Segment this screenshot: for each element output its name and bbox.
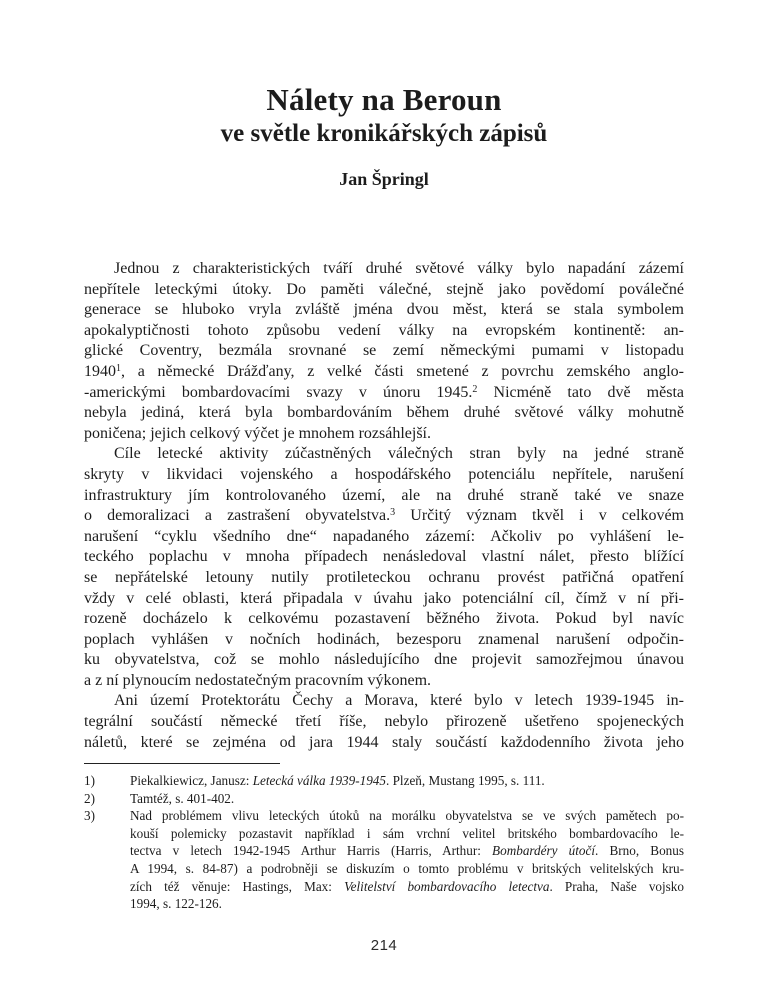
footnote-separator bbox=[84, 763, 280, 764]
text-run: -americkými bombardovacími svazy v únoru 1945. bbox=[84, 383, 473, 401]
text-line bbox=[84, 691, 684, 712]
text-run: nepřítele leteckými útoky. Do paměti válečné, stejně jako povědomí poválečné bbox=[84, 280, 684, 298]
text-line bbox=[84, 630, 684, 651]
text-line bbox=[130, 772, 684, 790]
text-line bbox=[84, 424, 684, 445]
text-line bbox=[84, 465, 684, 486]
text-line bbox=[130, 842, 684, 860]
page-number: 214 bbox=[370, 937, 398, 954]
text-run: . Brno, Bonus bbox=[595, 843, 684, 859]
footnote-text bbox=[130, 790, 684, 808]
text-run: . Plzeň, Mustang 1995, s. 111. bbox=[386, 773, 545, 788]
text-line bbox=[84, 506, 684, 527]
article-body bbox=[84, 259, 684, 753]
footnote-reference: 1 bbox=[116, 362, 121, 374]
text-run: skryty v likvidaci vojenského a hospodářského potenciálu nepřítele, narušení bbox=[84, 465, 684, 483]
text-line bbox=[84, 547, 684, 568]
text-run: poničena; jejich celkový výčet je mnohem rozsáhlejší. bbox=[84, 424, 431, 442]
text-line bbox=[130, 860, 684, 878]
article-subtitle: ve světle kronikářských zápisů bbox=[220, 120, 548, 147]
text-run: narušení “cyklu všedního dne“ napadaného zázemí: Ačkoliv po vyhlášení le- bbox=[84, 527, 684, 545]
text-run: Piekalkiewicz, Janusz: bbox=[130, 773, 253, 788]
text-line bbox=[84, 671, 684, 692]
footnote bbox=[84, 772, 684, 790]
article-title: Nálety na Beroun bbox=[266, 82, 502, 117]
text-line bbox=[84, 486, 684, 507]
text-run: 1994, s. 122-126. bbox=[130, 896, 222, 912]
footnote bbox=[84, 807, 684, 913]
footnote-text bbox=[130, 807, 684, 913]
footnote-number: 3) bbox=[84, 808, 95, 824]
text-run: Ani území Protektorátu Čechy a Morava, které bylo v letech 1939-1945 in- bbox=[114, 692, 684, 710]
author-name: Jan Špringl bbox=[339, 169, 429, 189]
text-line bbox=[84, 589, 684, 610]
text-line bbox=[84, 362, 684, 383]
text-line bbox=[84, 341, 684, 362]
text-run: . Praha, Naše vojsko bbox=[549, 878, 684, 894]
text-run: A 1994, s. 84-87) a podrobněji se diskuzím o tomto problému v britských velitelských kru- bbox=[130, 860, 684, 876]
text-line bbox=[84, 300, 684, 321]
text-line bbox=[84, 733, 684, 754]
text-run: generace se hluboko vryla zvláště jména dvou měst, která se stala symbolem bbox=[84, 301, 684, 319]
italic-text-run: Velitelství bombardovacího letectva bbox=[344, 878, 550, 894]
footnote-number: 2) bbox=[84, 790, 95, 806]
text-line bbox=[130, 895, 684, 913]
text-line bbox=[84, 712, 684, 733]
text-run: tectva v letech 1942-1945 Arthur Harris (Harris, Arthur: bbox=[130, 843, 493, 859]
text-line bbox=[130, 878, 684, 896]
text-run: infrastruktury jím kontrolovaného území, ale na druhé straně také ve snaze bbox=[84, 486, 684, 504]
text-run: glické Coventry, bezmála srovnané se zemí německými pumami v listopadu bbox=[84, 342, 684, 360]
text-run: se nepřátelské letouny nutily protileteckou ochranu provést patřičná opatření bbox=[84, 568, 684, 586]
text-line bbox=[130, 807, 684, 825]
text-line bbox=[130, 790, 684, 808]
text-run: Jednou z charakteristických tváří druhé světové války bylo napadání zázemí bbox=[114, 260, 684, 277]
text-run: vždy v celé oblasti, která připadala v úvahu jako potenciální cíl, čímž v ní při- bbox=[84, 589, 684, 607]
text-run: Nad problémem vlivu leteckých útoků na morálku obyvatelstva se ve svých pamětech po- bbox=[130, 808, 684, 824]
text-run: Určitý význam tkvěl i v celkovém bbox=[395, 507, 684, 525]
text-run: 1940 bbox=[84, 362, 116, 380]
text-line bbox=[84, 383, 684, 404]
text-line bbox=[84, 259, 684, 280]
text-run: Cíle letecké aktivity zúčastněných válečných stran byly na jedné straně bbox=[114, 445, 684, 463]
text-line bbox=[84, 321, 684, 342]
text-line bbox=[84, 609, 684, 630]
text-line bbox=[84, 650, 684, 671]
footnotes-section bbox=[84, 772, 684, 913]
footnote-number: 1) bbox=[84, 773, 95, 788]
footnote-reference: 3 bbox=[390, 507, 396, 519]
text-line bbox=[84, 568, 684, 589]
text-run: kouší polemicky pozastavit například i sám vrchní velitel britského bombardovacího le- bbox=[130, 825, 684, 841]
footnote-text bbox=[130, 772, 684, 790]
text-run: teckého poplachu v mnoha případech nenásledoval vlastní nálet, přesto blížící bbox=[84, 548, 684, 566]
text-run: tegrální součástí německé třetí říše, nebylo přirozeně ušetřeno spojeneckých bbox=[84, 713, 684, 731]
text-run: nebyla jediná, která byla bombardováním během druhé světové války mohutně bbox=[84, 404, 684, 422]
text-run: , a německé Drážďany, z velké části smetené z povrchu zemského anglo- bbox=[121, 362, 684, 380]
text-run: o demoralizaci a zastrašení obyvatelstva. bbox=[84, 507, 391, 525]
text-line bbox=[84, 527, 684, 548]
text-run: náletů, které se zejména od jara 1944 staly součástí každodenního života jeho bbox=[84, 733, 684, 751]
text-run: zích též věnuje: Hastings, Max: bbox=[130, 878, 345, 894]
text-line bbox=[84, 403, 684, 424]
text-run: ku obyvatelstva, což se mohlo následujícího dne projevit samozřejmou únavou bbox=[84, 651, 684, 669]
text-run: Tamtéž, s. 401-402. bbox=[130, 790, 235, 806]
text-run: a z ní plynoucím nedostatečným pracovním výkonem. bbox=[84, 671, 432, 689]
italic-text-run: Letecká válka 1939-1945 bbox=[252, 773, 386, 788]
italic-text-run: Bombardéry útočí bbox=[492, 843, 596, 859]
text-line bbox=[84, 280, 684, 301]
footnote bbox=[84, 790, 684, 808]
text-line bbox=[84, 444, 684, 465]
text-run: poplach vyhlášen v nočních hodinách, bezesporu znamenal narušení odpočin- bbox=[84, 630, 684, 648]
text-run: rozeně docházelo k celkovému pozastavení běžného života. Pokud byl navíc bbox=[84, 610, 684, 628]
text-run: apokalyptičnosti tohoto způsobu vedení války na evropském kontinentě: an- bbox=[84, 321, 684, 339]
text-run: Nicméně tato dvě města bbox=[477, 383, 684, 401]
footnote-reference: 2 bbox=[472, 383, 478, 395]
text-line bbox=[130, 825, 684, 843]
